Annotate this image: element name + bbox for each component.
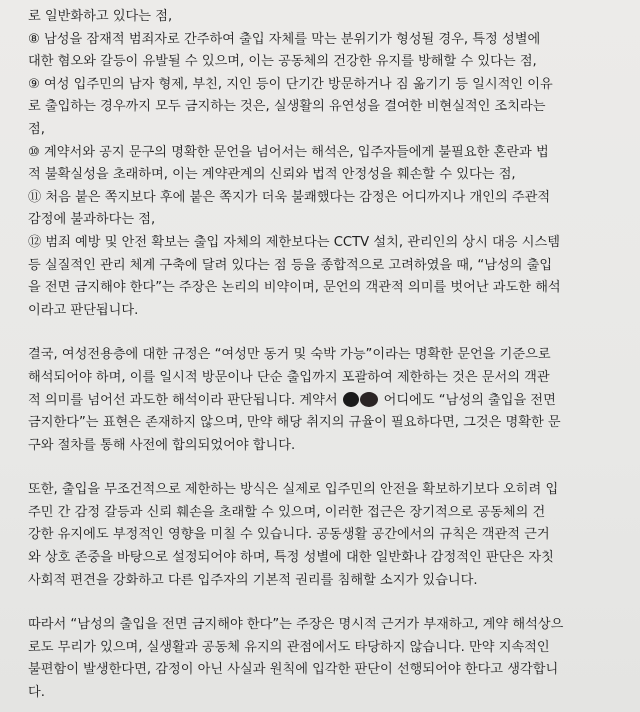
text-line: 해석되어야 하며, 이를 일시적 방문이나 단순 출입까지 포괄하여 제한하는 것은 문서의 객관 <box>28 369 550 385</box>
paragraph-additionally <box>28 479 618 592</box>
text-line: 적 불확실성을 초래하며, 이는 계약관계의 신뢰와 법적 안정성을 훼손할 수 있다는 점, <box>28 167 516 183</box>
text-line: 사회적 편견을 강화하고 다른 입주자의 기본적 권리를 침해할 소지가 있습니다. <box>28 572 478 588</box>
text-line: 불편함이 발생한다면, 감정이 아닌 사실과 원칙에 입각한 판단이 선행되어야 한다고 생각합니 <box>28 662 559 678</box>
text-line: 로도 무리가 있으며, 실생활과 공동체 유지의 관점에서도 타당하지 않습니다. 만약 지속적인 <box>28 639 550 655</box>
text-segment: 적 의미를 넘어선 과도한 해석이라 판단됩니다. 계약서 <box>28 392 338 408</box>
text-line: ⑨ 여성 입주민의 남자 형제, 부친, 지인 등이 단기간 방문하거나 짐 옮기기 등 일시적인 이유 <box>28 76 553 92</box>
text-line: ⑩ 계약서와 공지 문구의 명확한 문언을 넘어서는 해석은, 입주자들에게 불필요한 혼란과 법 <box>28 144 549 160</box>
text-line: 금지한다”는 표현은 존재하지 않으며, 만약 해당 취지의 규율이 필요하다면, 그것은 명확한 문 <box>28 415 561 431</box>
text-line: 주민 간 감정 갈등과 신뢰 훼손을 초래할 수 있으며, 이러한 접근은 장기적으로 공동체의 건 <box>28 504 546 520</box>
text-line: 와 상호 존중을 바탕으로 설정되어야 하며, 특정 성별에 대한 일반화나 감정적인 판단은 자칫 <box>28 550 554 566</box>
text-line: 로 출입하는 경우까지 모두 금지하는 것은, 실생활의 유연성을 결여한 비현실적인 조치라는 <box>28 99 546 115</box>
text-line: 구와 절차를 통해 사전에 합의되었어야 합니다. <box>28 437 296 453</box>
text-line: 또한, 출입을 무조건적으로 제한하는 방식은 실제로 입주민의 안전을 확보하기보다 오히려 입 <box>28 482 559 498</box>
paragraph-conclusion <box>28 344 618 457</box>
text-line: ⑪ 처음 붙은 쪽지보다 후에 붙은 쪽지가 더욱 불쾌했다는 감정은 어디까지나 개인의 주관적 <box>28 189 551 205</box>
text-line: 로 일반화하고 있다는 점, <box>28 9 173 24</box>
text-line: 을 전면 금지해야 한다”는 주장은 논리의 비약이며, 문언의 객관적 의미를 벗어난 과도한 해석 <box>28 280 561 296</box>
paragraph-reasons <box>28 6 618 322</box>
text-line: 다. <box>28 685 45 701</box>
redaction-mark <box>342 391 380 407</box>
text-line: ⑫ 범죄 예방 및 안전 확보는 출입 자체의 제한보다는 CCTV 설치, 관리인의 상시 대응 시스템 <box>28 234 560 250</box>
text-line: 따라서 “남성의 출입을 전면 금지해야 한다”는 주장은 명시적 근거가 부재하고, 계약 해석상으 <box>28 617 564 633</box>
text-line: 감정에 불과하다는 점, <box>28 212 156 228</box>
paragraph-therefore <box>28 614 618 704</box>
text-line: 대한 혐오와 갈등이 유발될 수 있으며, 이는 공동체의 건강한 유지를 방해할 수 있다는 점, <box>28 54 537 70</box>
text-line: 강한 유지에도 부정적인 영향을 미칠 수 있습니다. 공동생활 공간에서의 규칙은 객관적 근거 <box>28 527 550 543</box>
text-line: ⑧ 남성을 잠재적 범죄자로 간주하여 출입 자체를 막는 분위기가 형성될 경우, 특정 성별에 <box>28 31 541 47</box>
text-line: 이라고 판단됩니다. <box>28 302 139 318</box>
text-line: 등 실질적인 관리 체계 구축에 달려 있다는 점 등을 종합적으로 고려하였을 때, “남성의 출입 <box>28 257 553 273</box>
text-line: 결국, 여성전용층에 대한 규정은 “여성만 동거 및 숙박 가능”이라는 명확한 문언을 기준으로 <box>28 347 551 363</box>
text-line-with-redaction <box>28 390 618 413</box>
text-segment: 어디에도 “남성의 출입을 전면 <box>383 392 556 408</box>
text-line: 점, <box>28 121 45 137</box>
